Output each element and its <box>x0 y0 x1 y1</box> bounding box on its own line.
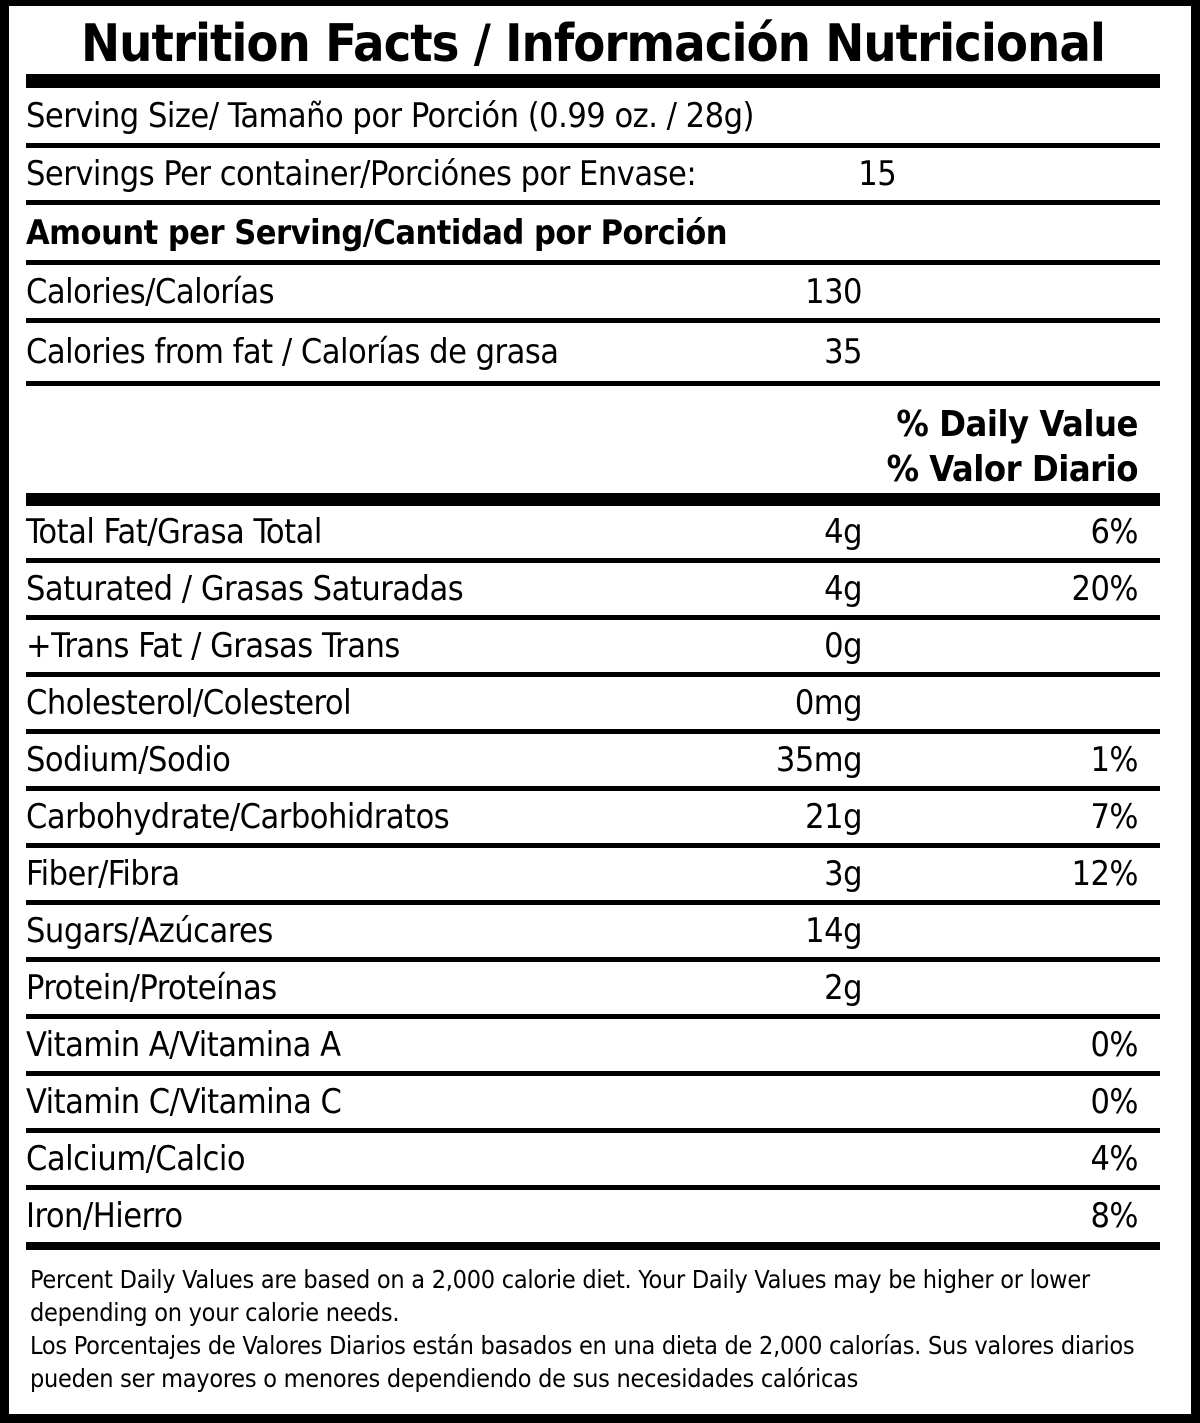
nutrient-dv: 8% <box>1090 1196 1138 1236</box>
nutrient-amount: 21g <box>805 797 862 837</box>
nutrient-row-vitamin-a <box>26 1019 1160 1076</box>
nutrient-row-trans-fat <box>26 620 1160 677</box>
nutrient-label: Sodium/Sodio <box>26 740 231 780</box>
daily-value-header <box>26 386 1160 493</box>
serving-size-row <box>26 88 1160 148</box>
nutrient-row-cholesterol <box>26 677 1160 734</box>
nutrient-label: Iron/Hierro <box>26 1196 183 1236</box>
nutrient-label: Protein/Proteínas <box>26 968 277 1008</box>
nutrient-row-vitamin-c <box>26 1076 1160 1133</box>
nutrient-dv: 4% <box>1090 1139 1138 1179</box>
nutrient-row-calcium <box>26 1133 1160 1190</box>
nutrient-label: Cholesterol/Colesterol <box>26 683 352 723</box>
nutrient-row-sodium <box>26 734 1160 791</box>
nutrient-dv: 0% <box>1090 1025 1138 1065</box>
nutrient-amount: 3g <box>824 854 862 894</box>
calories-label: Calories/Calorías <box>26 271 275 312</box>
daily-value-header-en: % Daily Value <box>896 404 1138 445</box>
nutrient-label: Fiber/Fibra <box>26 854 180 894</box>
nutrient-dv: 20% <box>1071 569 1138 609</box>
nutrient-label: Vitamin C/Vitamina C <box>26 1082 342 1122</box>
calories-from-fat-value: 35 <box>824 332 862 372</box>
nutrient-amount: 4g <box>824 512 862 552</box>
nutrient-amount: 35mg <box>775 740 862 780</box>
footnote-english: Percent Daily Values are based on a 2,000 calorie diet. Your Daily Values may be higher or lower depending on your calorie needs. <box>30 1265 1090 1327</box>
nutrient-row-fiber <box>26 848 1160 905</box>
nutrient-amount: 14g <box>805 911 862 951</box>
daily-value-header-es: % Valor Diario <box>886 449 1138 490</box>
nutrient-dv: 7% <box>1090 797 1138 837</box>
serving-size-text: Serving Size/ Tamaño por Porción (0.99 oz. / 28g) <box>26 95 754 136</box>
servings-per-container-row <box>26 148 1160 205</box>
nutrient-dv: 1% <box>1090 740 1138 780</box>
calories-row <box>26 265 1160 323</box>
nutrient-dv: 12% <box>1071 854 1138 894</box>
title-separator-bar <box>26 74 1160 88</box>
nutrient-amount: 2g <box>824 968 862 1008</box>
label-title: Nutrition Facts / Información Nutricional <box>81 14 1105 74</box>
nutrient-row-iron <box>26 1190 1160 1250</box>
nutrient-row-saturated-fat <box>26 563 1160 620</box>
nutrient-amount: 4g <box>824 569 862 609</box>
calories-from-fat-row <box>26 323 1160 386</box>
nutrient-label: Saturated / Grasas Saturadas <box>26 569 464 609</box>
footnote-spanish: Los Porcentajes de Valores Diarios están basados en una dieta de 2,000 calorías. Sus valores diarios pueden ser mayores o menores dependiendo de sus necesidades calóricas <box>30 1331 1135 1393</box>
nutrient-amount: 0mg <box>794 683 862 723</box>
nutrient-label: Calcium/Calcio <box>26 1139 246 1179</box>
nutrient-row-total-fat <box>26 506 1160 563</box>
calories-from-fat-label: Calories from fat / Calorías de grasa <box>26 332 559 372</box>
amount-per-serving-row <box>26 205 1160 265</box>
calories-value: 130 <box>805 271 862 312</box>
nutrient-label: Total Fat/Grasa Total <box>26 512 322 552</box>
daily-value-separator-bar <box>26 493 1160 506</box>
nutrient-label: +Trans Fat / Grasas Trans <box>26 626 400 666</box>
servings-per-container-label: Servings Per container/Porciónes por Envase: <box>26 154 697 194</box>
amount-per-serving-heading: Amount per Serving/Cantidad por Porción <box>26 212 728 253</box>
nutrient-label: Sugars/Azúcares <box>26 911 273 951</box>
nutrient-row-protein <box>26 962 1160 1019</box>
nutrient-row-carbohydrate <box>26 791 1160 848</box>
servings-per-container-value: 15 <box>858 154 897 194</box>
nutrient-label: Carbohydrate/Carbohidratos <box>26 797 450 837</box>
nutrient-label: Vitamin A/Vitamina A <box>26 1025 341 1065</box>
nutrient-dv: 6% <box>1090 512 1138 552</box>
nutrient-dv: 0% <box>1090 1082 1138 1122</box>
footnote <box>26 1250 1160 1395</box>
nutrient-amount: 0g <box>824 626 862 666</box>
label-content <box>9 6 1191 1395</box>
nutrient-row-sugars <box>26 905 1160 962</box>
